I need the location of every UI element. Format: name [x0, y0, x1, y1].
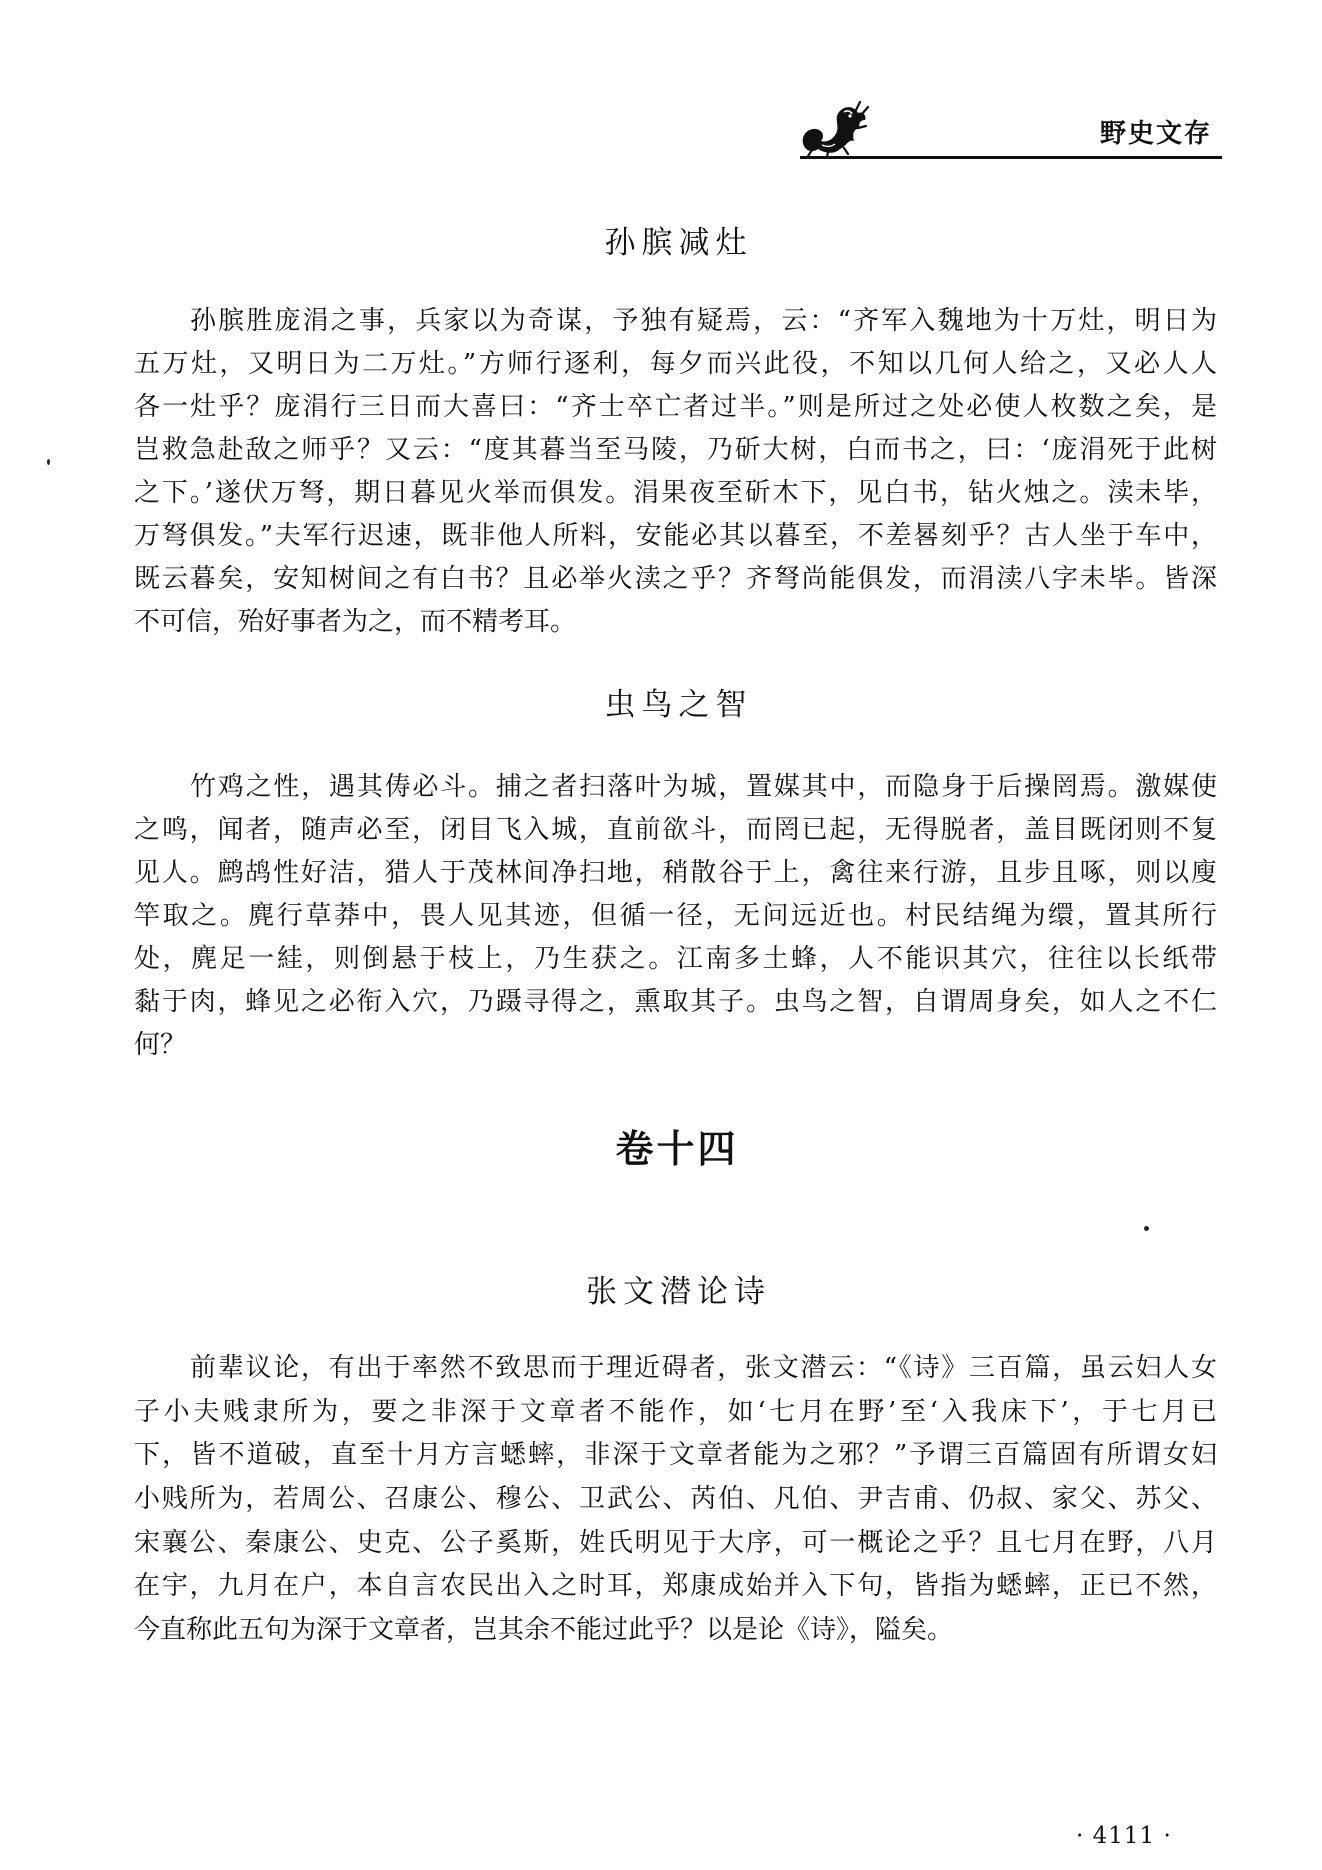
article-paragraph — [134, 300, 1217, 644]
paragraph-line: 既云暮矣，安知树间之有白书？且必举火渎之乎？齐弩尚能俱发，而涓渎八字未毕。皆深 — [134, 564, 1217, 594]
scan-speck — [1144, 1226, 1149, 1231]
paragraph-line: 竹鸡之性，遇其俦必斗。捕之者扫落叶为城，置媒其中，而隐身于后操罔焉。激媒使 — [190, 772, 1217, 802]
paragraph-line: 见人。鹧鸪性好洁，猎人于茂林间净扫地，稍散谷于上，禽往来行游，且步且啄，则以廋 — [134, 858, 1217, 888]
paragraph-line: 前辈议论，有出于率然不致思而于理近碍者，张文潜云：“《诗》三百篇，虽云妇人女 — [190, 1353, 1217, 1383]
paragraph-line: 竿取之。麂行草莽中，畏人见其迹，但循一径，无问远近也。村民结绳为缳，置其所行 — [134, 901, 1217, 931]
paragraph-line: 黏于肉，蜂见之必衔入穴，乃蹑寻得之，熏取其子。虫鸟之智，自谓周身矣，如人之不仁 — [134, 987, 1217, 1017]
paragraph-line: 处，麂足一絓，则倒悬于枝上，乃生获之。江南多土蜂，人不能识其穴，往往以长纸带 — [134, 944, 1217, 974]
paragraph-line: 之鸣，闻者，随声必至，闭目飞入城，直前欲斗，而罔已起，无得脱者，盖目既闭则不复 — [134, 815, 1217, 845]
paragraph-line: 下，皆不道破，直至十月方言蟋蟀，非深于文章者能为之邪？”予谓三百篇固有所谓女妇 — [134, 1440, 1217, 1471]
page-number: · 4111 · — [1076, 1823, 1172, 1849]
paragraph-line: 五万灶，又明日为二万灶。”方师行逐利，每夕而兴此役，不知以几何人给之，又必人人 — [134, 349, 1217, 379]
scan-speck — [47, 459, 50, 465]
paragraph-line: 子小夫贱隶所为，要之非深于文章者不能作，如‘七月在野’至‘入我床下’，于七月已 — [134, 1396, 1217, 1427]
volume-heading: 卷十四 — [615, 1126, 739, 1171]
paragraph-line: 在宇，九月在户，本自言农民出入之时耳，郑康成始并入下句，皆指为蟋蟀，正已不然， — [134, 1571, 1217, 1602]
paragraph-line: 之下。’遂伏万弩，期日暮见火举而俱发。涓果夜至斫木下，见白书，钻火烛之。渎未毕， — [134, 478, 1217, 508]
dragon-emblem-icon — [798, 98, 870, 158]
article-paragraph — [134, 766, 1217, 1067]
paragraph-line: 各一灶乎？庞涓行三日而大喜曰：“齐士卒亡者过半。”则是所过之处必使人枚数之矣，是 — [134, 392, 1217, 422]
running-header-title: 野史文存 — [1100, 119, 1213, 149]
header-rule — [800, 156, 1222, 159]
paragraph-line: 今直称此五句为深于文章者，岂其余不能过此乎？以是论《诗》，隘矣。 — [134, 1615, 954, 1646]
article-title: 虫鸟之智 — [604, 687, 753, 723]
paragraph-line: 小贱所为，若周公、召康公、穆公、卫武公、芮伯、凡伯、尹吉甫、仍叔、家父、苏父、 — [134, 1484, 1217, 1515]
paragraph-line: 孙膑胜庞涓之事，兵家以为奇谋，予独有疑焉，云：“齐军入魏地为十万灶，明日为 — [190, 306, 1217, 336]
paragraph-line: 不可信，殆好事者为之，而不精考耳。 — [134, 607, 577, 637]
paragraph-line: 万弩俱发。”夫军行迟速，既非他人所料，安能必其以暮至，不差晷刻乎？古人坐于车中， — [134, 521, 1217, 551]
article-paragraph — [134, 1347, 1217, 1653]
paragraph-line: 何？ — [134, 1030, 187, 1060]
paragraph-line: 岂救急赴敌之师乎？又云：“度其暮当至马陵，乃斫大树，白而书之，曰：‘庞涓死于此树 — [134, 435, 1217, 465]
paragraph-line: 宋襄公、秦康公、史克、公子奚斯，姓氏明见于大序，可一概论之乎？且七月在野，八月 — [134, 1527, 1217, 1558]
article-title: 孙膑减灶 — [604, 225, 753, 261]
article-title: 张文潜论诗 — [586, 1274, 771, 1310]
